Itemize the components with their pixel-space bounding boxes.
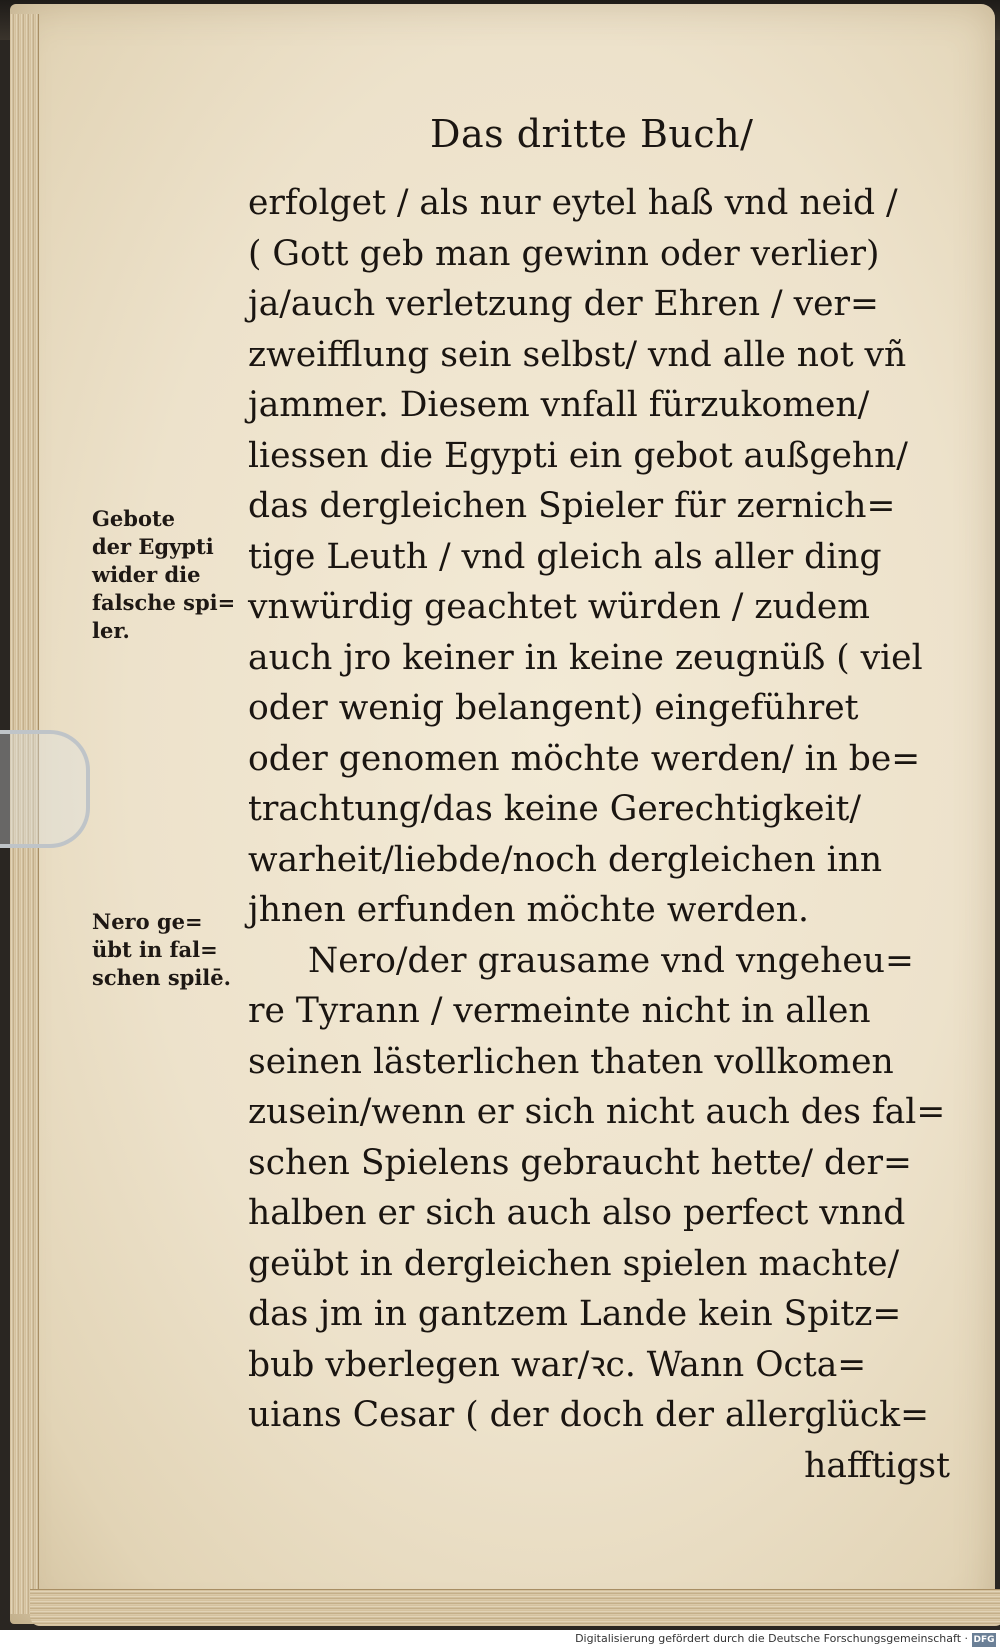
dfg-logo: DFG: [973, 1635, 995, 1645]
margin-note-line: schen spilē.: [92, 965, 231, 990]
text-line: oder genomen möchte werden/ in be=: [248, 738, 921, 779]
text-line: erfolget / als nur eytel haß vnd neid /: [248, 183, 898, 223]
margin-note: [92, 505, 252, 645]
text-line: zweifflung sein selbst/ vnd alle not vñ: [248, 334, 907, 375]
text-line: tige Leuth / vnd gleich als aller ding: [248, 536, 882, 577]
text-line: ( Gott geb man gewinn oder verlier): [248, 233, 880, 274]
margin-note-line: falsche spi=: [92, 590, 236, 615]
text-line: schen Spielens gebraucht hette/ der=: [248, 1142, 912, 1183]
margin-note-line: übt in fal=: [92, 937, 218, 962]
text-line: Nero/der grausame vnd vngeheu=: [308, 940, 914, 981]
text-line: zusein/wenn er sich nicht auch des fal=: [248, 1092, 946, 1132]
text-line: re Tyrann / vermeinte nicht in allen: [248, 991, 871, 1031]
footer-credit: Digitalisierung gefördert durch die Deutsche Forschungsgemeinschaft ·: [575, 1632, 968, 1645]
text-line: trachtung/das keine Gerechtigkeit/: [248, 789, 862, 829]
body-text: [248, 178, 958, 1491]
text-line: ja/auch verletzung der Ehren / ver=: [248, 284, 879, 324]
text-line: jhnen erfunden möchte werden.: [248, 890, 809, 930]
text-line: vnwürdig geachtet würden / zudem: [248, 587, 870, 627]
page-clip: [0, 730, 90, 848]
margin-note: [92, 908, 252, 992]
margin-note-line: ler.: [92, 618, 130, 643]
text-line: halben er sich auch also perfect vnnd: [248, 1193, 906, 1233]
page-edges-bottom: [30, 1589, 1000, 1626]
text-line: das dergleichen Spieler für zernich=: [248, 486, 896, 526]
text-line: uians Cesar ( der doch der allerglück=: [248, 1395, 929, 1435]
margin-note-line: der Egypti: [92, 534, 214, 559]
text-line: bub vberlegen war/ꝛc. Wann Octa=: [248, 1344, 867, 1385]
text-line: seinen lästerlichen thaten vollkomen: [248, 1041, 894, 1082]
text-line: jammer. Diesem vnfall fürzukomen/: [248, 385, 870, 425]
text-line: geübt in dergleichen spielen machte/: [248, 1243, 900, 1284]
catchword: hafftigst: [804, 1445, 950, 1486]
running-head: Das dritte Buch/: [430, 112, 754, 156]
text-line: das jm in gantzem Lande kein Spitz=: [248, 1294, 902, 1334]
margin-note-line: Gebote: [92, 506, 176, 531]
text-line: oder wenig belangent) eingeführet: [248, 688, 859, 728]
text-line: auch jro keiner in keine zeugnüß ( viel: [248, 637, 923, 678]
margin-note-line: Nero ge=: [92, 909, 203, 934]
margin-note-line: wider die: [92, 562, 201, 587]
text-line: warheit/liebde/noch dergleichen inn: [248, 839, 883, 880]
footer-bar: [0, 1630, 1000, 1651]
text-line: liessen die Egypti ein gebot außgehn/: [248, 435, 908, 476]
